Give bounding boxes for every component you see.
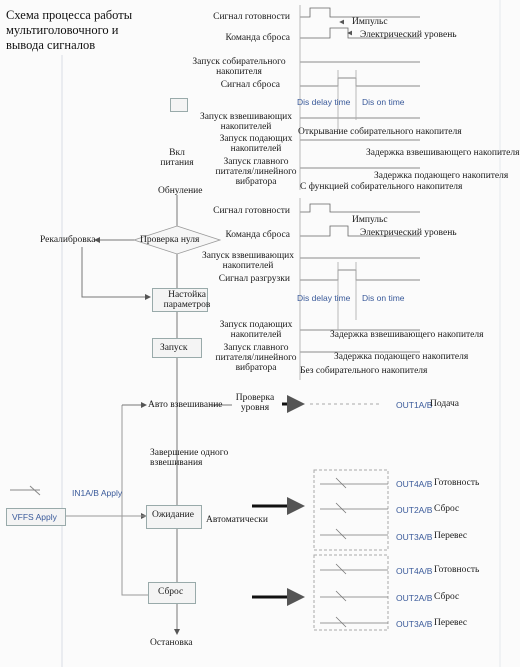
s1-ready-signal: Сигнал готовности	[213, 12, 290, 22]
s1-reset-command: Команда сброса	[225, 33, 290, 43]
out2a-reset: Сброс	[434, 504, 460, 514]
s1-start-collecting: Запуск собирательного накопителя	[192, 57, 286, 77]
s1-start-weighing: Запуск взвешивающих накопителей	[200, 112, 292, 132]
s2-start-weighing: Запуск взвешивающих накопителей	[202, 251, 294, 271]
s2-start-main-feeder: Запуск главного питателя/линейного вибратора	[215, 343, 297, 373]
out4b-ready: Готовность	[434, 565, 480, 575]
flow-zero-check: Проверка нуля	[140, 235, 200, 245]
s1-open-collecting: Открывание собирательного накопителя	[298, 127, 462, 137]
flow-recalibration: Рекалибровка	[40, 235, 96, 245]
out2b-label: OUT2A/B	[396, 593, 433, 603]
top-flow-box	[170, 98, 188, 112]
out2a-label: OUT2A/B	[396, 505, 433, 515]
flow-start: Запуск	[160, 343, 188, 353]
flow-weighing-done: Завершение одного взвешивания	[150, 448, 229, 468]
in1-label: IN1A/B Apply	[72, 488, 123, 498]
s1-start-feeding: Запуск подающих накопителей	[219, 134, 293, 154]
s2-unload-signal: Сигнал разгрузки	[218, 274, 290, 284]
out2b-reset: Сброс	[434, 592, 460, 602]
s2-without-collecting: Без собирательного накопителя	[300, 366, 428, 376]
out3a-overweight: Перевес	[434, 531, 468, 541]
s1-start-main-feeder: Запуск главного питателя/линейного вибратора	[215, 157, 297, 187]
s2-impulse: Импульс	[352, 215, 388, 225]
s1-electric-level: Электрический уровень	[360, 30, 457, 40]
s2-dis-delay-time: Dis delay time	[297, 293, 351, 303]
flow-stop: Остановка	[150, 638, 193, 648]
s1-delay-weighing: Задержка взвешивающего накопителя	[366, 148, 520, 158]
s2-ready-signal: Сигнал готовности	[213, 206, 290, 216]
flow-waiting: Ожидание	[152, 510, 194, 520]
out1-feed: Подача	[430, 399, 460, 409]
out1-label: OUT1A/B	[396, 400, 433, 410]
flow-reset: Сброс	[158, 587, 184, 597]
s1-dis-delay-time: Dis delay time	[297, 97, 351, 107]
s2-delay-feeding: Задержка подающего накопителя	[334, 352, 469, 362]
flow-param-setup: Настойка параметров	[163, 290, 211, 310]
s2-electric-level: Электрический уровень	[360, 228, 457, 238]
s1-dis-on-time: Dis on time	[362, 97, 405, 107]
vffs-label: VFFS Apply	[12, 512, 57, 522]
out4a-label: OUT4A/B	[396, 479, 433, 489]
diagram-title: Схема процесса работы мультиголовочного и вывода сигналов	[6, 8, 133, 52]
s1-delay-feeding: Задержка подающего накопителя	[374, 171, 509, 181]
out3b-label: OUT3A/B	[396, 619, 433, 629]
out4b-label: OUT4A/B	[396, 566, 433, 576]
flow-level-check: Проверка уровня	[235, 393, 275, 413]
s1-impulse: Импульс	[352, 17, 388, 27]
s2-dis-on-time: Dis on time	[362, 293, 405, 303]
out3a-label: OUT3A/B	[396, 532, 433, 542]
flow-power-on: Вкл питания	[160, 148, 194, 168]
s2-start-feeding: Запуск подающих накопителей	[219, 320, 293, 340]
s2-reset-command: Команда сброса	[225, 230, 290, 240]
s1-with-collecting: С функцией собирательного накопителя	[300, 182, 463, 192]
out4a-ready: Готовность	[434, 478, 480, 488]
s1-reset-signal: Сигнал сброса	[220, 80, 280, 90]
flow-auto-weighing: Авто взвешивание	[148, 400, 223, 410]
out3b-overweight: Перевес	[434, 618, 468, 628]
s2-delay-weighing: Задержка взвешивающего накопителя	[330, 330, 484, 340]
flow-reset-zero: Обнуление	[158, 186, 203, 196]
flow-automatic: Автоматически	[206, 515, 269, 525]
